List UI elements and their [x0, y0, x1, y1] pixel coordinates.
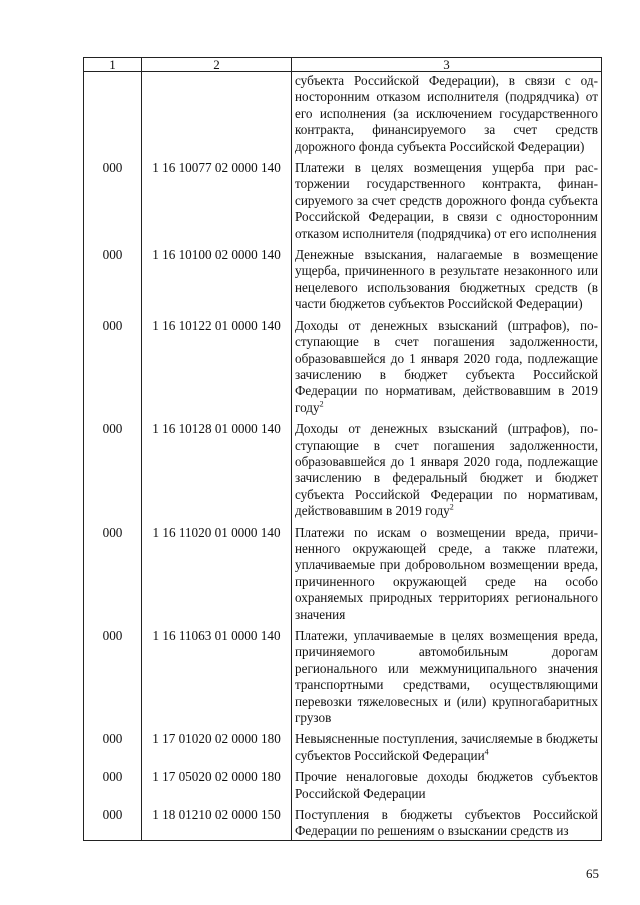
- table-header-row: [84, 58, 602, 72]
- budget-classification-code-cell: 1 16 10100 02 0000 140: [142, 242, 292, 313]
- revenue-description-cell: [292, 416, 602, 519]
- table-row: [84, 726, 602, 764]
- footnote-marker: 2: [449, 502, 454, 512]
- budget-classification-code-cell: 1 16 11063 01 0000 140: [142, 623, 292, 726]
- table-row: [84, 623, 602, 726]
- revenue-description-cell: [292, 726, 602, 764]
- revenue-description-text: субъекта Российской Федерации), в связи с односторонним отказом исполнителя (подрядчика) от его исполнения (за исключением государственного контракта, финансируемого за счет средств дорожного фонда субъекта Российской Федерации): [295, 73, 598, 154]
- admin-code-cell: 000: [84, 726, 142, 764]
- revenue-description-text: Платежи, уплачиваемые в целях возмещения вреда, причиняемого автомобильным дорогам регионального или межмуниципального значения транспортными средствами, осуществляющими перевозки тяжеловесных и (или) крупногабаритных грузов: [295, 628, 598, 726]
- revenue-classification-table: [83, 57, 602, 841]
- admin-code-cell: 000: [84, 416, 142, 519]
- revenue-description-text: Доходы от денежных взысканий (штрафов), поступающие в счет погашения задолженности, образовавшейся до 1 января 2020 года, подлежащие зачислению в бюджет субъекта Российской Федерации по нормативам, действовавшим в 2019 году: [295, 317, 598, 415]
- admin-code-cell: 000: [84, 313, 142, 416]
- table-row: [84, 416, 602, 519]
- header-col-2: 2: [142, 58, 292, 72]
- revenue-description-text: Поступления в бюджеты субъектов Российской Федерации по решениям о взыскании средств из: [295, 807, 598, 839]
- budget-classification-code-cell: [142, 72, 292, 156]
- revenue-description-cell: [292, 313, 602, 416]
- footnote-marker: 2: [319, 399, 324, 409]
- revenue-description-cell: [292, 155, 602, 242]
- revenue-description-cell: [292, 242, 602, 313]
- budget-classification-code-cell: 1 16 10128 01 0000 140: [142, 416, 292, 519]
- revenue-description-text: Доходы от денежных взысканий (штрафов), поступающие в счет погашения задолженности, образовавшейся до 1 января 2020 года, подлежащие зачислению в федеральный бюджет и бюджет субъекта Российской Федерации по нормативам, действовавшим в 2019 году: [295, 421, 598, 519]
- budget-classification-code-cell: 1 16 10077 02 0000 140: [142, 155, 292, 242]
- table-row: [84, 313, 602, 416]
- table-row: [84, 155, 602, 242]
- admin-code-cell: 000: [84, 520, 142, 623]
- revenue-description-cell: [292, 72, 602, 156]
- revenue-description-cell: [292, 764, 602, 802]
- table-row: [84, 764, 602, 802]
- revenue-description-text: Невыясненные поступления, зачисляемые в бюджеты субъектов Российской Федерации: [295, 731, 598, 763]
- table-row: [84, 242, 602, 313]
- admin-code-cell: 000: [84, 802, 142, 840]
- admin-code-cell: 000: [84, 155, 142, 242]
- revenue-description-text: Платежи в целях возмещения ущерба при расторжении государственного контракта, финансируемого за счет средств дорожного фонда субъекта Российской Федерации, в связи с односторонним отказом исполнителя (подрядчика) от его исполнения: [295, 160, 598, 241]
- table-body: [84, 72, 602, 841]
- budget-classification-code-cell: 1 18 01210 02 0000 150: [142, 802, 292, 840]
- budget-classification-code-cell: 1 17 01020 02 0000 180: [142, 726, 292, 764]
- header-col-1: 1: [84, 58, 142, 72]
- revenue-description-text: Платежи по искам о возмещении вреда, причиненного окружающей среде, а также платежи, уплачиваемые при добровольном возмещении вреда, причиненного окружающей среде на особо охраняемых природных территориях регионального значения: [295, 524, 598, 622]
- page-number: 65: [586, 866, 599, 881]
- admin-code-cell: 000: [84, 242, 142, 313]
- revenue-description-cell: [292, 802, 602, 840]
- revenue-description-cell: [292, 623, 602, 726]
- budget-classification-code-cell: 1 16 11020 01 0000 140: [142, 520, 292, 623]
- header-col-3: 3: [292, 58, 602, 72]
- admin-code-cell: 000: [84, 623, 142, 726]
- revenue-description-text: Денежные взыскания, налагаемые в возмещение ущерба, причиненного в результате незаконного или нецелевого использования бюджетных средств (в части бюджетов субъектов Российской Федерации): [295, 247, 598, 312]
- table-row: [84, 802, 602, 840]
- table-row: [84, 520, 602, 623]
- revenue-description-cell: [292, 520, 602, 623]
- table-row: [84, 72, 602, 156]
- admin-code-cell: [84, 72, 142, 156]
- revenue-description-text: Прочие неналоговые доходы бюджетов субъектов Российской Федерации: [295, 769, 598, 801]
- budget-classification-code-cell: 1 17 05020 02 0000 180: [142, 764, 292, 802]
- footnote-marker: 4: [484, 747, 489, 757]
- budget-classification-code-cell: 1 16 10122 01 0000 140: [142, 313, 292, 416]
- admin-code-cell: 000: [84, 764, 142, 802]
